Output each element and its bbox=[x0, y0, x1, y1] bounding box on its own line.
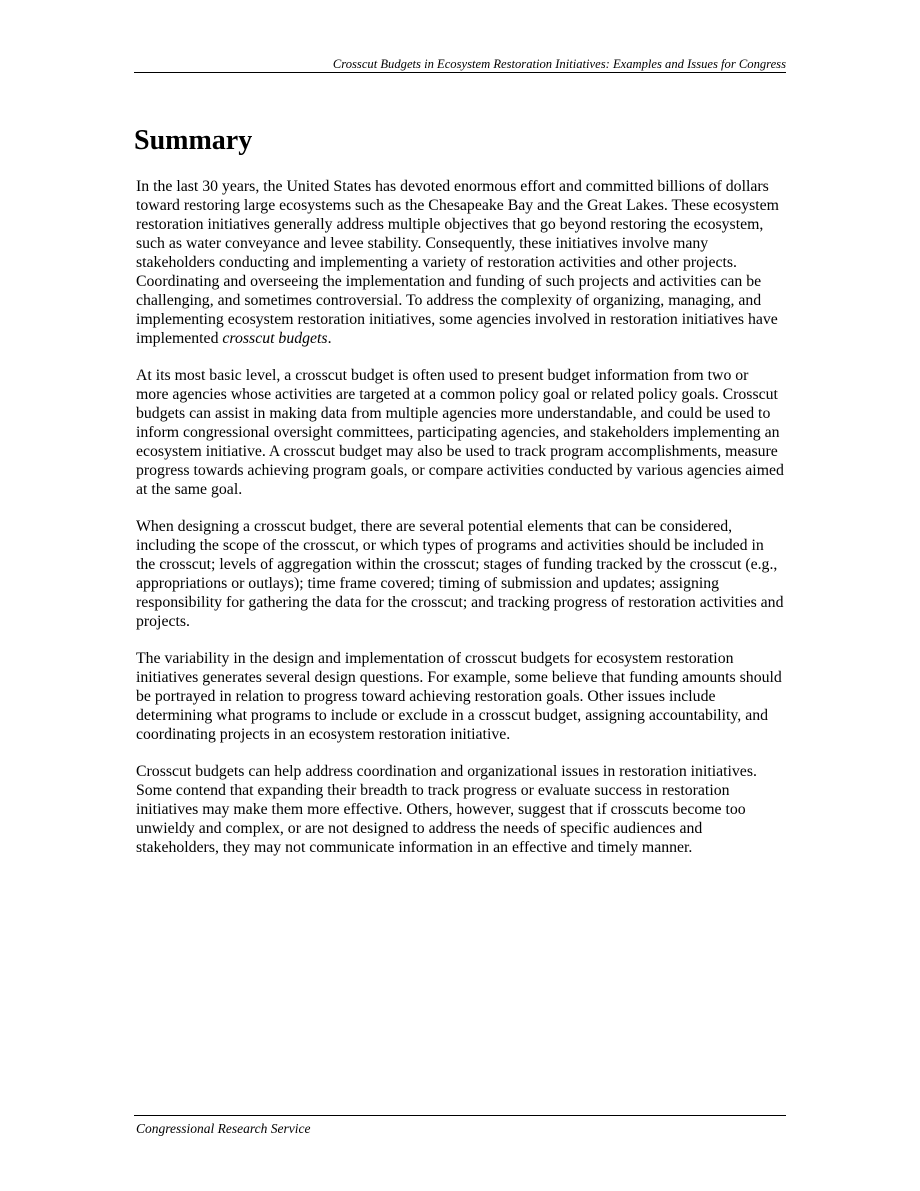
running-footer: Congressional Research Service bbox=[136, 1121, 311, 1136]
paragraph-coordination: Crosscut budgets can help address coordination and organizational issues in restoration initiatives. Some contend that expanding their breadth to track progress or evaluate success in restoration initiatives may make them more effective. Others, however, suggest that if crosscuts become too unwieldy and complex, or are not designed to address the needs of specific audiences and stakeholders, they may not communicate information in an effective and timely manner. bbox=[136, 763, 757, 856]
header-divider bbox=[134, 72, 786, 73]
paragraph-design-questions: The variability in the design and implementation of crosscut budgets for ecosystem restoration initiatives generates several design questions. For example, some believe that funding amounts should be portrayed in relation to progress toward achieving restoration goals. Other issues include determining what programs to include or exclude in a crosscut budget, assigning accountability, and coordinating projects in an ecosystem restoration initiative. bbox=[136, 650, 782, 743]
footer-divider bbox=[134, 1115, 786, 1116]
paragraph-design-elements: When designing a crosscut budget, there are several potential elements that can be considered, including the scope of the crosscut, or which types of programs and activities should be included in the crosscut; levels of aggregation within the crosscut; stages of funding tracked by the crosscut (e.g., appropriations or outlays); time frame covered; timing of submission and updates; assigning responsibility for gathering the data for the crosscut; and tracking progress of restoration activities and projects. bbox=[136, 518, 784, 630]
paragraph-definition: At its most basic level, a crosscut budget is often used to present budget information from two or more agencies whose activities are targeted at a common policy goal or related policy goals. Crosscut budgets can assist in making data from multiple agencies more understandable, and could be used to inform congressional oversight committees, participating agencies, and stakeholders implementing an ecosystem initiative. A crosscut budget may also be used to track program accomplishments, measure progress towards achieving program goals, or compare activities conducted by various agencies aimed at the same goal. bbox=[136, 367, 784, 498]
paragraph-intro-text: In the last 30 years, the United States has devoted enormous effort and committed billions of dollars toward restoring large ecosystems such as the Chesapeake Bay and the Great Lakes. These ecosystem restoration initiatives generally address multiple objectives that go beyond restoring the ecosystem, such as water conveyance and levee stability. Consequently, these initiatives involve many stakeholders conducting and implementing a variety of restoration activities and other projects. Coordinating and overseeing the implementation and funding of such projects and activities can be challenging, and sometimes controversial. To address the complexity of organizing, managing, and implementing ecosystem restoration initiatives, some agencies involved in restoration initiatives have implemented bbox=[136, 178, 779, 347]
paragraph-intro-tail: . bbox=[327, 330, 332, 347]
emphasized-term: crosscut budgets bbox=[222, 330, 328, 347]
summary-body bbox=[136, 177, 784, 875]
section-title: Summary bbox=[134, 125, 253, 156]
running-header: Crosscut Budgets in Ecosystem Restoration Initiatives: Examples and Issues for Congress bbox=[332, 57, 786, 71]
paragraph-intro bbox=[136, 177, 784, 348]
